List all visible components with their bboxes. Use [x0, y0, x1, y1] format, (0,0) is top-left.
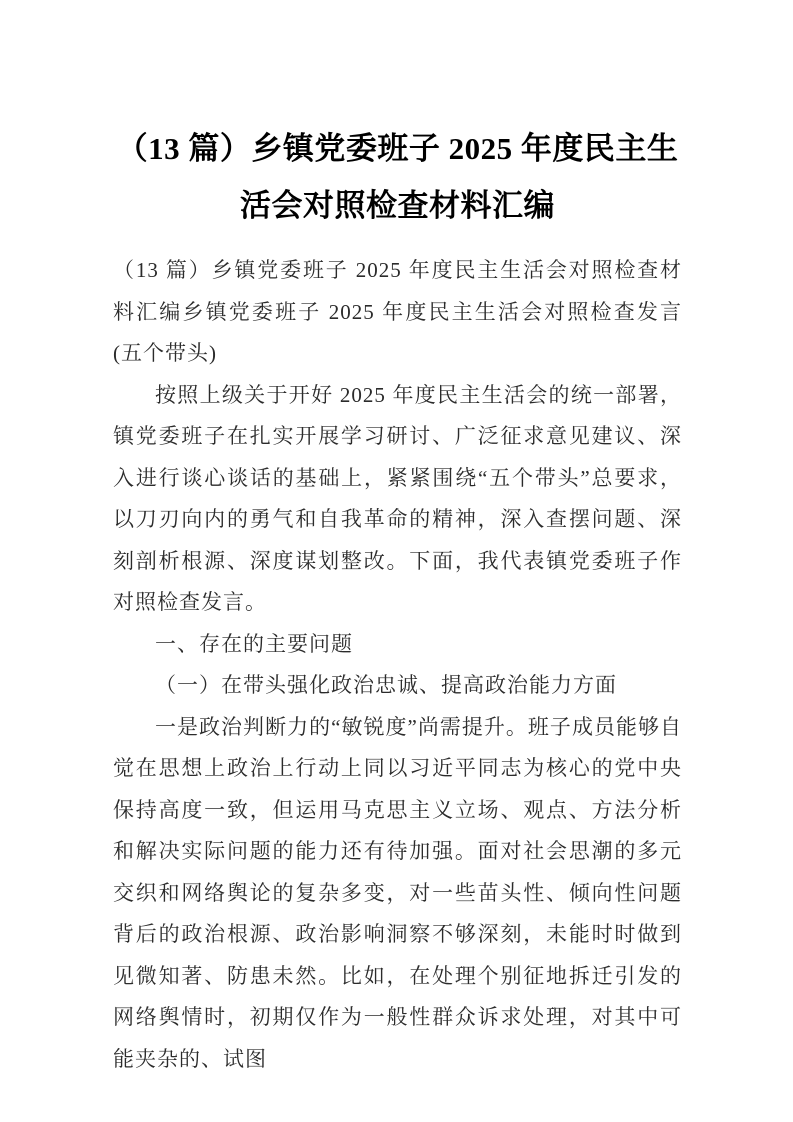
paragraph-body: 按照上级关于开好 2025 年度民主生活会的统一部署，镇党委班子在扎实开展学习研讨、广泛征求意见建议、深入进行谈心谈话的基础上，紧紧围绕“五个带头”总要求，以刀刃向内的勇气和自我革命的精神，深入查摆问题、深刻剖析根源、深度谋划整改。下面，我代表镇党委班子作对照检查发言。 [113, 382, 682, 614]
section-heading-2: （一）在带头强化政治忠诚、提高政治能力方面 [155, 673, 617, 697]
paragraph-intro: （13 篇）乡镇党委班子 2025 年度民主生活会对照检查材料汇编乡镇党委班子 2025 年度民主生活会对照检查发言(五个带头) [113, 258, 682, 365]
document-title: （13 篇）乡镇党委班子 2025 年度民主生活会对照检查材料汇编 [116, 131, 679, 223]
section-heading-1: 一、存在的主要问题 [155, 631, 353, 656]
paragraph-body: 一是政治判断力的“敏锐度”尚需提升。班子成员能够自觉在思想上政治上行动上同以习近平同志为核心的党中央保持高度一致，但运用马克思主义立场、观点、方法分析和解决实际问题的能力还有待加强。面对社会思潮的多元交织和网络舆论的复杂多变，对一些苗头性、倾向性问题背后的政治根源、政治影响洞察不够深刻，未能时时做到见微知著、防患未然。比如，在处理个别征地拆迁引发的网络舆情时，初期仅作为一般性群众诉求处理，对其中可能夹杂的、试图 [113, 714, 682, 1071]
